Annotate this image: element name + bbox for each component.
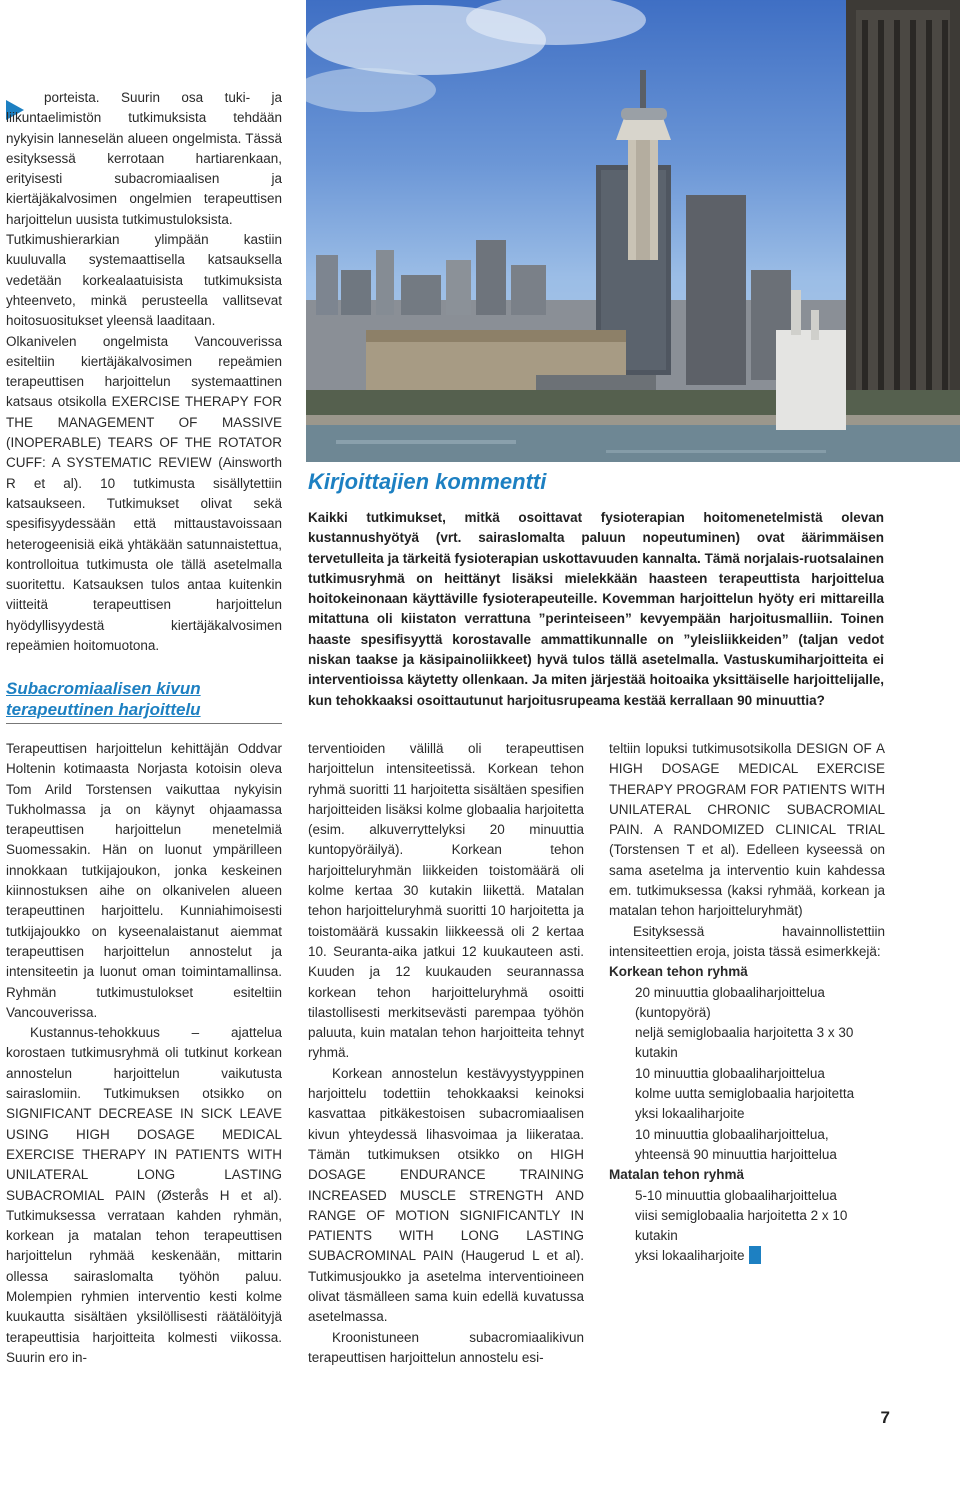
end-square-icon — [749, 1246, 761, 1264]
list-item: 5-10 minuuttia globaaliharjoittelua — [635, 1187, 837, 1203]
comment-body: Kaikki tutkimukset, mitkä osoittavat fysioterapian hoitomenetelmistä olevan kustannushyötyä (vrt. sairaslomalta paluun nopeutuminen) ovat äärimmäisen tervetulleita ja tärkeitä fysioterapian uskottavuuden kannalta. Tämä norjalais-ruotsalainen tutkimusryhmä on heittänyt lisäksi mielekkään haasteen terapeuttista harjoittelua hoitokeinonaan käyttäville fysioterapeuteille. Kovemman harjoittelun hyöty eri mittareilla mitattuna oli kiistaton verrattuna ”perinteiseen” kevyempään harjoitusmalliin. Toinen haaste spesifisyyttä korostavalle ammattikunnalle on ”yleisliikkeiden” (taljan vedot niskan taakse ja käsipainoliikkeet) hyvä tulos tällä asetelmalla. Vastuskumiharjoitteita ei interventioissa käytetty ollenkaan. Ja miten järjestää hoitoaika yksittäiselle harjoittelijalle, kun tehokkaaksi osoittautunut harjoitusrupeama kestää kerrallaan 90 minuuttia? — [308, 510, 884, 708]
right-column — [609, 739, 885, 1267]
divider — [6, 723, 282, 724]
paragraph: Kustannus-tehokkuus – ajattelua korostaen tutkimusryhmä oli tutkinut korkean annostelun harjoittelun vaikutusta sairaslomiin. Tutkimuksen otsikko on SIGNIFICANT DECREASE IN SICK LEAVE USING HIGH DOSAGE MEDICAL EXERCISE THERAPY IN PATIENTS WITH UNILATERAL LONG LASTING SUBACROMIAL PAIN (Østerås H et al). Tutkimuksessa verrataan kahden ryhmän, korkean ja matalan tehon terapeuttisen harjoittelun ryhmää keskenään, mittarin ollessa sairaslomalta työhön paluu. Molempien ryhmien interventio kesti kolme kuukautta sisältäen yksilöllisesti räätälöityjä terapeuttisia harjoitteita kolmesti viikossa. Suurin ero in- — [6, 1025, 282, 1365]
list-item: neljä semiglobaalia harjoitetta 3 x 30 kutakin — [635, 1025, 854, 1061]
paragraph: Korkean annostelun kestävyystyyppinen harjoittelu todettiin tehokkaaksi keinoksi kasvattaa pitkäkestoisen subacromiaalisen kivun yhteydessä lihasvoimaa ja liikerataa. Tämän tutkimuksen otsikko on HIGH DOSAGE ENDURANCE TRAINING INCREASED MUSCLE STRENGTH AND RANGE OF MOTION SIGNIFICANTLY IN PATIENTS WITH LONG LASTING SUBACROMINAL PAIN (Haugerud L et al). Tutkimusjoukko ja asetelma interventioineen olivat täsmälleen sama kuin edellä kuvatussa asetelmassa. — [308, 1065, 584, 1325]
section-heading: Subacromiaalisen kivun terapeuttinen harjoittelu — [6, 679, 201, 719]
high-intensity-list — [609, 983, 885, 1166]
list-item: yksi lokaaliharjoite — [635, 1106, 745, 1122]
paragraph: Olkanivelen ongelmista Vancouverissa esiteltiin kiertäjäkalvosimen repeämien terapeuttisen harjoittelun systemaattinen katsaus otsikolla EXERCISE THERAPY FOR THE MANAGEMENT OF MASSIVE (INOPERABLE) TEARS OF THE ROTATOR CUFF: A SYSTEMATIC REVIEW (Ainsworth R et al). 10 tutkimusta sisällytettiin katsaukseen. Tutkimukset olivat sekä spesifisyydessään että mittaustavoissaan heterogeenisiä eikä yhtäkään satunnaistettua, kontrolloitua tutkimusta ole tällä asetelmalla suoritettu. Katsauksen tulos antaa kuitenkin viitteitä terapeuttisen harjoittelun hyödyllisyydestä kiertäjäkalvosimen repeämien hoitomuotona. — [6, 333, 282, 654]
list-item-text: yksi lokaaliharjoite — [635, 1248, 745, 1264]
list-item: kolme uutta semiglobaalia harjoitetta — [635, 1086, 855, 1102]
paragraph: Esityksessä havainnollistettiin intensiteettien eroja, joista tässä esimerkkejä: — [609, 923, 885, 959]
group-title: Korkean tehon ryhmä — [609, 964, 748, 980]
list-item — [609, 1246, 885, 1266]
left-column-top — [6, 88, 282, 656]
paragraph: Terapeuttisen harjoittelun kehittäjän Oddvar Holtenin kotimaasta Norjasta kotoisin oleva Tom Arild Torstensen vaikuttaa nykyisin Tukholmassa ja on käynyt ohjaamassa terapeuttisen harjoittelun menetelmiä Suomessakin. Hän on luonut ympärilleen innokkaan tutkijajoukon, jonka keskeinen kiinnostuksen aihe on olkanivelen alueen terapeuttinen harjoittelu. Kunniahimoisesti tutkijajoukko on kyseenalaistanut aiemmat terapeuttisen harjoittelun annostelut ja intensiteetin ja luonut oman toimintamallinsa. Ryhmän tutkimustulokset esiteltiin Vancouverissa. — [6, 741, 282, 1020]
group-title: Matalan tehon ryhmä — [609, 1167, 745, 1183]
paragraph: teltiin lopuksi tutkimusotsikolla DESIGN OF A HIGH DOSAGE MEDICAL EXERCISE THERAPY PROGRAM FOR PATIENTS WITH UNILATERAL CHRONIC SUBACROMIAL PAIN. A RANDOMIZED CLINICAL TRIAL (Torstensen T et al). Edelleen kyseessä on sama asetelma ja interventio kuin kahdessa em. tutkimuksessa (kaksi ryhmää, korkean ja matalan tehon harjoitteluryhmät) — [609, 741, 885, 919]
list-item: viisi semiglobaalia harjoitetta 2 x 10 kutakin — [635, 1207, 848, 1244]
vancouver-photo — [306, 0, 960, 462]
paragraph: Kroonistuneen subacromiaalikivun terapeuttisen harjoittelun annostelu esi- — [308, 1329, 584, 1365]
left-column-bottom — [6, 739, 282, 1368]
low-intensity-list — [609, 1186, 885, 1267]
list-item: 10 minuuttia globaaliharjoittelua, yhteensä 90 minuuttia harjoittelua — [635, 1126, 837, 1162]
paragraph: porteista. Suurin osa tuki- ja liikuntaelimistön tutkimuksista tehdään nykyisin lanneselän alueen ongelmista. Tässä esityksessä kerrotaan hartiarenkaan, erityisesti subacromiaalisen ja kiertäjäkalvosimen ongelmien terapeuttisen harjoittelun uusista tutkimustuloksista. — [6, 90, 282, 227]
comment-title: Kirjoittajien kommentti — [308, 469, 547, 494]
paragraph: Tutkimushierarkian ylimpään kastiin kuuluvalla systemaattisella katsauksella vedetään korkealaatuisista tutkimuksista yhteenveto, minkä perusteella vallitsevat hoitosuositukset yleensä laaditaan. — [6, 232, 282, 329]
paragraph: terventioiden välillä oli terapeuttisen harjoittelun intensiteetissä. Korkean tehon ryhmä suoritti 11 harjoitetta sisältäen spesifien harjoitteiden lisäksi kolme globaalia harjoitetta (esim. alkuverryttelyksi 20 minuuttia kuntopyöräilyä). Korkean tehon harjoitteluryhmän liikkeiden toistomäärä oli kolme kertaa 30 kutakin liikettä. Matalan tehon harjoitteluryhmä suoritti 10 harjoitetta ja toistomäärä kussakin liikkeessä oli 2 kertaa 10. Seuranta-aika jatkui 12 kuukauteen asti. Kuuden ja 12 kuukauden seurannassa korkean tehon harjoitteluryhmä osoitti tilastollisesti merkitsevästi parempaa työhön paluuta, kuin matalan tehon harjoitteita tehnyt ryhmä. — [308, 741, 584, 1061]
page-number: 7 — [880, 1408, 890, 1427]
list-item: 20 minuuttia globaaliharjoittelua (kuntopyörä) — [635, 984, 825, 1020]
middle-column — [308, 739, 584, 1368]
list-item: 10 minuuttia globaaliharjoittelua — [635, 1065, 825, 1081]
